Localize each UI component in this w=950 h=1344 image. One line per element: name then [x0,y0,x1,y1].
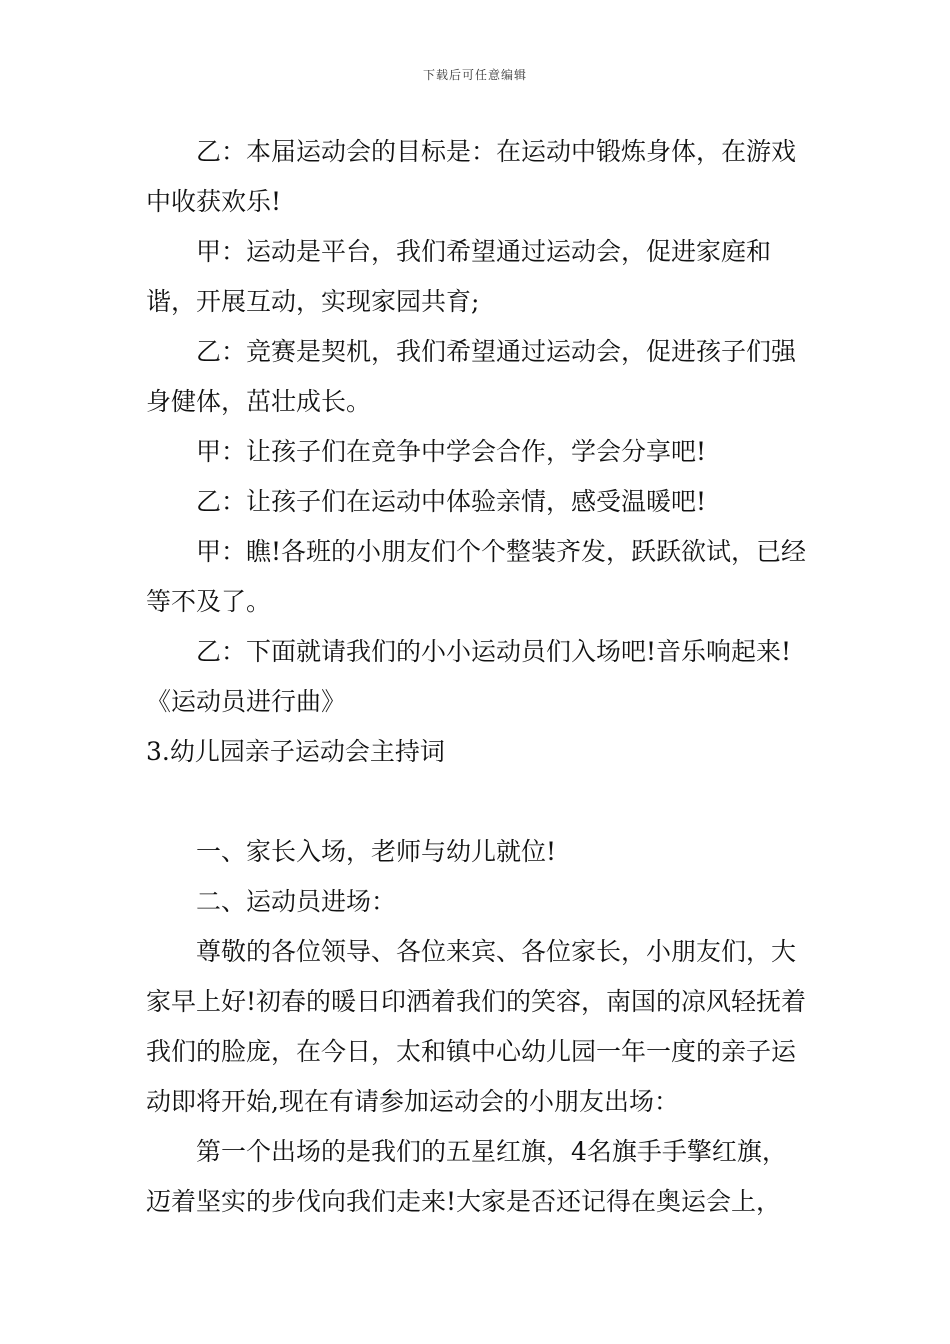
paragraph-8: 一、家长入场，老师与幼儿就位! [196,837,557,866]
blank-line [146,777,811,827]
paragraph-1: 乙：本届运动会的目标是：在运动中锻炼身体，在游戏中收获欢乐! [146,137,797,216]
paragraph-3: 乙：竞赛是契机，我们希望通过运动会，促进孩子们强身健体，茁壮成长。 [146,337,797,416]
paragraph-9: 二、运动员进场： [196,887,397,916]
section-heading: 3.幼儿园亲子运动会主持词 [146,737,445,766]
paragraph-4: 甲：让孩子们在竞争中学会合作，学会分享吧! [196,437,707,466]
paragraph-10: 尊敬的各位领导、各位来宾、各位家长，小朋友们，大家早上好!初春的暖日印洒着我们的笑容，南国的凉风轻抚着我们的脸庞，在今日，太和镇中心幼儿园一年一度的亲子运动即将开始,现在有请参加运动会的小朋友出场： [146,937,807,1116]
paragraph-5: 乙：让孩子们在运动中体验亲情，感受温暖吧! [196,487,707,516]
document-body [146,127,811,1227]
paragraph-2: 甲：运动是平台，我们希望通过运动会，促进家庭和谐，开展互动，实现家园共育; [146,237,772,316]
paragraph-7: 乙：下面就请我们的小小运动员们入场吧!音乐响起来! [196,637,792,666]
paragraph-11: 第一个出场的是我们的五星红旗，4名旗手手擎红旗，迈着坚实的步伐向我们走来!大家是否还记得在奥运会上， [146,1137,787,1216]
page-header: 下载后可任意编辑 [422,68,527,82]
paragraph-6: 甲：瞧!各班的小朋友们个个整装齐发，跃跃欲试，已经等不及了。 [146,537,807,616]
song-title: 《运动员进行曲》 [146,687,347,716]
